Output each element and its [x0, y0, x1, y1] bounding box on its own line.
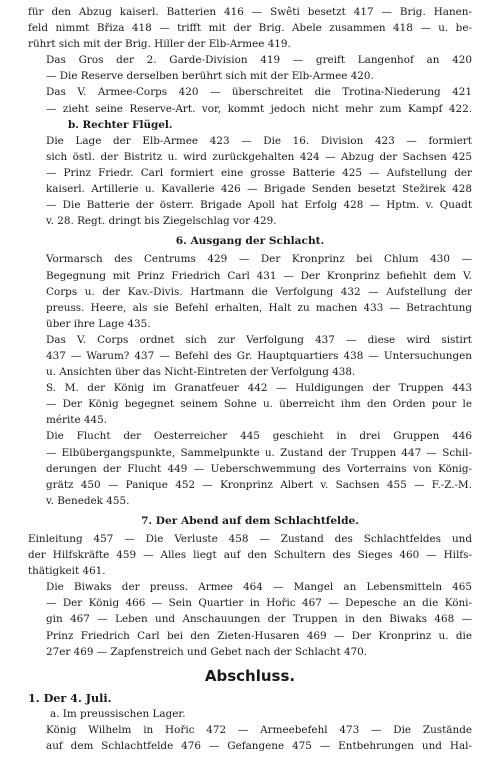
text-line: 437 — Warum? 437 — Befehl des Gr. Hauptquartiers 438 — Untersuchungen [46, 349, 472, 362]
text-line: Das Gros der 2. Garde-Division 419 — greift Langenhof an 420 [46, 54, 472, 67]
text-line: Die Biwaks der preuss. Armee 464 — Mangel an Lebensmitteln 465 [46, 581, 472, 594]
paragraph-koenig-wilhelm [28, 722, 472, 754]
text-line: — Prinz Friedr. Carl formiert eine grosse Batterie 425 — Aufstellung der [46, 166, 472, 179]
text-line: preuss. Heere, als sie Befehl erhalten, Halt zu machen 433 — Betrachtung [46, 301, 472, 314]
text-line: Vormarsch des Centrums 429 — Der Kronprinz bei Chlum 430 — [46, 253, 472, 266]
text-line: derungen der Flucht 449 — Ueberschwemmung des Vorterrains von König- [46, 462, 472, 475]
text-line: mérite 445. [46, 414, 108, 427]
text-line: — Der König 466 — Sein Quartier in Hořic 467 — Depesche an die Köni- [46, 597, 472, 610]
heading-rechter-fluegel: b. Rechter Flügel. [68, 118, 173, 131]
text-line: sich östl. der Bistritz u. wird zurückgehalten 424 — Abzug der Sachsen 425 [46, 150, 472, 163]
document-page [28, 4, 472, 754]
text-line: Einleitung 457 — Die Verluste 458 — Zustand des Schlachtfeldes und [28, 533, 472, 545]
text-line: auf dem Schlachtfelde 476 — Gefangene 475 — Entbehrungen und Hal- [46, 740, 472, 753]
section-heading-ausgang: 6. Ausgang der Schlacht. [175, 235, 325, 248]
text-line: Die Lage der Elb-Armee 423 — Die 16. Division 423 — formiert [46, 134, 472, 147]
text-line: — Die Reserve derselben berührt sich mit der Elb-Armee 420. [46, 70, 374, 83]
text-line: — Die Batterie der österr. Brigade Apoll hat Erfolg 428 — Hptm. v. Quadt [46, 199, 472, 212]
text-line: König Wilhelm in Hořic 472 — Armeebefehl 473 — Die Zustände [46, 723, 472, 736]
text-line: rührt sich mit der Brig. Hiller der Elb-Armee 419. [28, 38, 291, 51]
text-line: u. Ansichten über das Nicht-Eintreten der Verfolgung 438. [46, 366, 356, 379]
text-line: Begegnung mit Prinz Friedrich Carl 431 — Der Kronprinz befiehlt dem V. [46, 269, 472, 282]
text-line: kaiserl. Artillerie u. Kavallerie 426 — Brigade Senden besetzt Stežirek 428 [46, 183, 472, 196]
text-line: Das V. Armee-Corps 420 — überschreitet die Trotina-Niederung 421 [46, 86, 472, 99]
subheading-preussisches-lager: a. Im preussischen Lager. [50, 707, 186, 720]
text-line: v. 28. Regt. dringt bis Ziegelschlag vor 429. [46, 215, 277, 228]
text-line: gin 467 — Leben und Anschauungen der Truppen in den Biwaks 468 — [46, 613, 472, 626]
paragraph-v-armee-corps [28, 84, 472, 116]
text-line: über ihre Lage 435. [46, 317, 151, 330]
text-line: — zieht seine Reserve-Art. vor, kommt jedoch nicht mehr zum Kampf 422. [46, 102, 472, 115]
text-line: grätz 450 — Panique 452 — Kronprinz Albert v. Sachsen 455 — F.-Z.-M. [46, 478, 472, 491]
text-line: der Hilfskräfte 459 — Alles liegt auf den Schultern des Sieges 460 — Hilfs- [28, 549, 472, 562]
paragraph-einleitung [28, 531, 472, 579]
text-line: 27er 469 — Zapfenstreich und Gebet nach der Schlacht 470. [46, 645, 368, 658]
text-line: — Der König begegnet seinem Sohne u. überreicht ihm den Orden pour le [46, 398, 472, 411]
text-line: feld nimmt Břiza 418 — trifft mit der Brig. Abele zusammen 418 — u. be- [28, 22, 472, 35]
text-line: S. M. der König im Granatfeuer 442 — Huldigungen der Truppen 443 [46, 382, 472, 395]
paragraph-verfolgung [28, 332, 472, 380]
paragraph-brigade-hanenfeld [28, 4, 472, 52]
paragraph-garde-division [28, 52, 472, 84]
paragraph-biwaks [28, 579, 472, 659]
text-line: für den Abzug kaiserl. Batterien 416 — Swêti besetzt 417 — Brig. Hanen- [28, 6, 472, 18]
text-line: Das V. Corps ordnet sich zur Verfolgung 437 — diese wird sistirt [46, 333, 472, 346]
text-line: Corps u. der Kav.-Divis. Hartmann die Verfolgung 432 — Aufstellung der [46, 285, 472, 298]
text-line: thätigkeit 461. [28, 565, 106, 578]
section-heading-abend: 7. Der Abend auf dem Schlachtfelde. [141, 514, 359, 527]
paragraph-elb-armee [28, 133, 472, 230]
text-line: v. Benedek 455. [46, 494, 130, 507]
text-line: — Elbübergangspunkte, Sammelpunkte u. Zustand der Truppen 447 — Schil- [46, 446, 472, 459]
text-line: Die Flucht der Oesterreicher 445 geschieht in drei Gruppen 446 [46, 430, 472, 443]
chapter-heading-abschluss: Abschluss. [204, 666, 296, 685]
section-heading-4-juli: 1. Der 4. Juli. [28, 690, 112, 705]
paragraph-flucht [28, 428, 472, 508]
paragraph-koenig-granatfeuer [28, 380, 472, 428]
text-line: Prinz Friedrich Carl bei den Zieten-Husaren 469 — Der Kronprinz u. die [46, 629, 472, 642]
paragraph-vormarsch [28, 251, 472, 331]
